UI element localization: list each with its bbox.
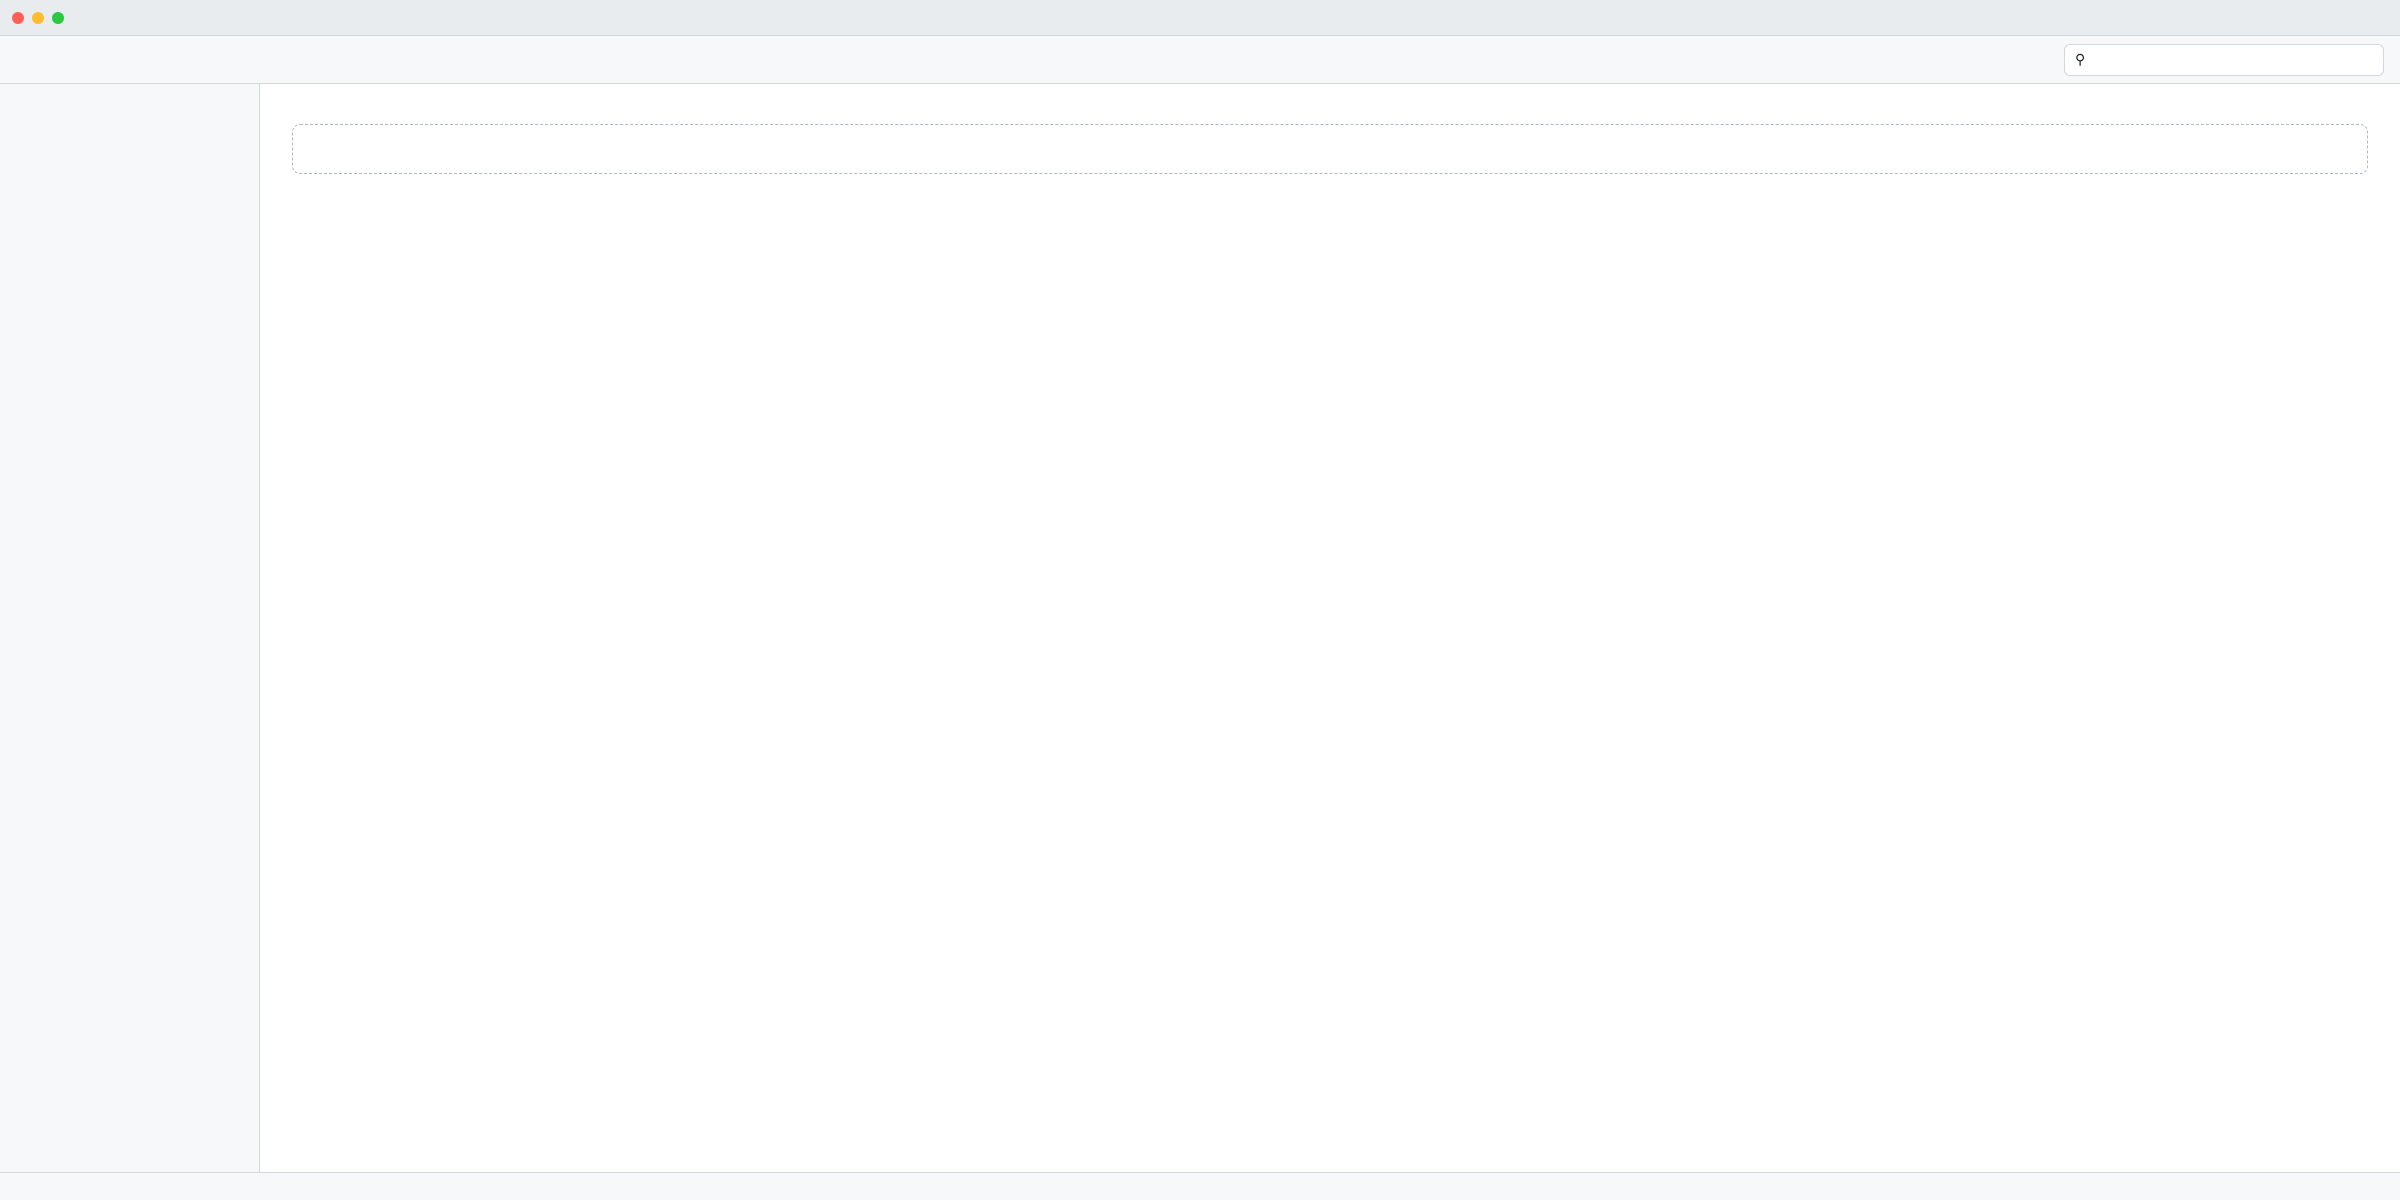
window-titlebar [0,0,2400,36]
maximize-window-icon[interactable] [52,12,64,24]
close-window-icon[interactable] [12,12,24,24]
search-input[interactable] [2091,52,2373,68]
toolbar [0,36,2400,84]
search-icon: ⚲ [2075,51,2086,67]
content-placeholder [292,124,2368,174]
sidebar [0,84,260,1172]
status-bar [0,1172,2400,1200]
app-body [0,84,2400,1172]
main-content [260,84,2400,1172]
search-box[interactable] [2064,44,2384,76]
minimize-window-icon[interactable] [32,12,44,24]
